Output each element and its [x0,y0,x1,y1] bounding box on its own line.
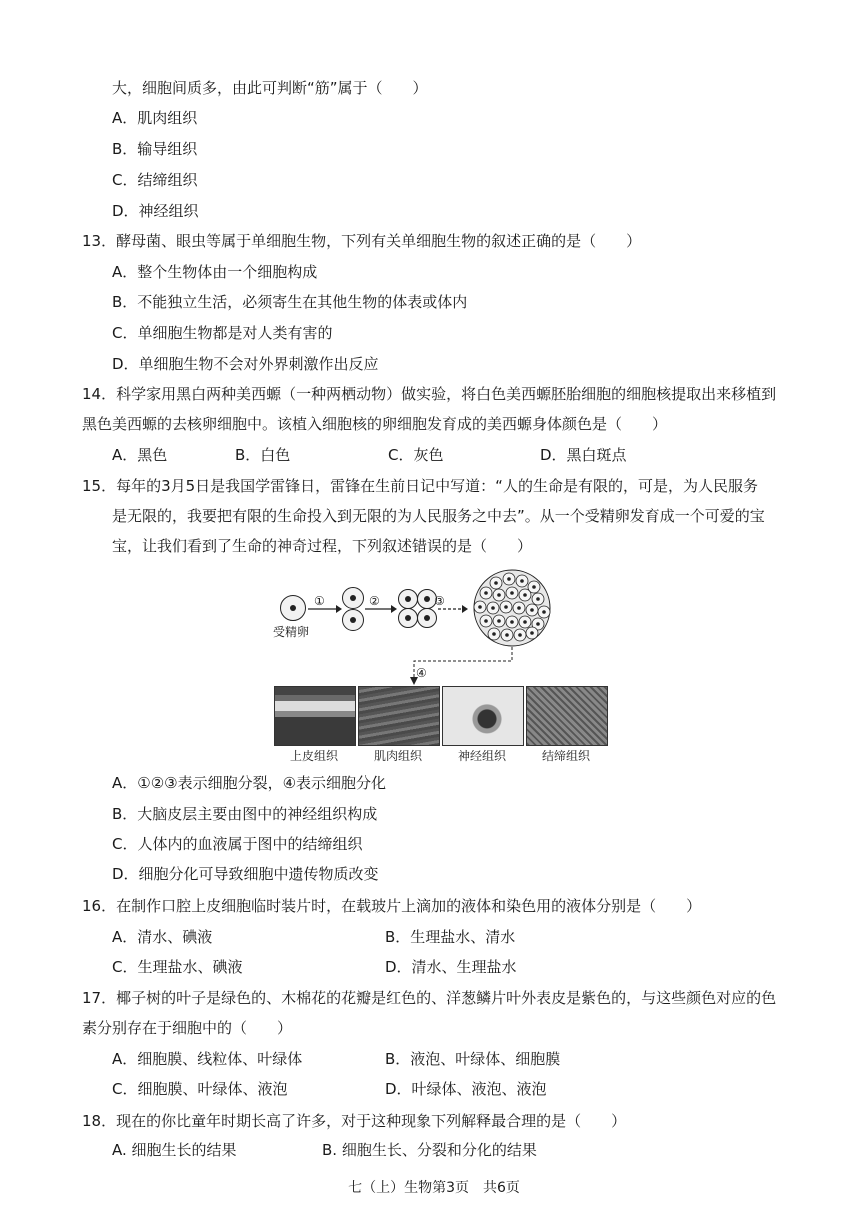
q13-option-b: B．不能独立生活，必须寄生在其他生物的体表或体内 [112,293,468,311]
step-1-label: ① [314,594,325,608]
fertilized-egg-label: 受精卵 [273,625,310,639]
connective-tissue-image [526,686,608,746]
q14-stem-line1: 14．科学家用黑白两种美西螈（一种两栖动物）做实验，将白色美西螈胚胎细胞的细胞核提取出来移植到 [82,385,777,403]
step-4-label: ④ [416,666,427,680]
arrow-2-icon [365,605,397,613]
four-cell-stage-4 [417,608,437,628]
q17-option-b: B．液泡、叶绿体、细胞膜 [385,1050,561,1068]
q15-option-d: D．细胞分化可导致细胞中遗传物质改变 [112,865,379,883]
q15-option-a: A．①②③表示细胞分裂，④表示细胞分化 [112,774,387,792]
q12-option-b: B．输导组织 [112,140,198,158]
four-cell-stage-1 [398,589,418,609]
q14-option-b: B．白色 [235,446,291,464]
q16-option-d: D．清水、生理盐水 [385,958,517,976]
arrow-1-icon [308,605,342,613]
q18-stem: 18．现在的你比童年时期长高了许多，对于这种现象下列解释最合理的是（ ） [82,1112,627,1130]
muscle-tissue-image [358,686,440,746]
q13-option-a: A．整个生物体由一个细胞构成 [112,263,318,281]
q17-option-d: D．叶绿体、液泡、液泡 [385,1080,547,1098]
q15-stem-line3: 宝，让我们看到了生命的神奇过程，下列叙述错误的是（ ） [112,537,533,555]
four-cell-stage-3 [398,608,418,628]
epithelial-tissue-image [274,686,356,746]
epithelial-tissue-label: 上皮组织 [289,749,338,763]
q16-option-c: C．生理盐水、碘液 [112,958,243,976]
two-cell-stage-top [342,587,364,609]
q13-option-c: C．单细胞生物都是对人类有害的 [112,324,333,342]
q12-stem: 大，细胞间质多，由此可判断“筋”属于（ ） [112,79,428,97]
q14-option-c: C．灰色 [388,446,444,464]
step-3-label: ③ [434,594,445,608]
step-2-label: ② [369,594,380,608]
q14-option-d: D．黑白斑点 [540,446,627,464]
cell-cluster-icon [466,567,558,649]
nerve-tissue-label: 神经组织 [457,749,506,763]
two-cell-stage-bottom [342,609,364,631]
q12-option-d: D．神经组织 [112,202,199,220]
q17-option-a: A．细胞膜、线粒体、叶绿体 [112,1050,303,1068]
q17-option-c: C．细胞膜、叶绿体、液泡 [112,1080,288,1098]
cell-development-figure [268,567,608,767]
q12-option-a: A．肌肉组织 [112,109,198,127]
q14-stem-line2: 黑色美西螈的去核卵细胞中。该植入细胞核的卵细胞发育成的美西螈身体颜色是（ ） [82,415,668,433]
q15-stem-line1: 15．每年的3月5日是我国学雷锋日，雷锋在生前日记中写道：“人的生命是有限的，可是，为人民服务 [82,477,758,495]
q17-stem-line1: 17．椰子树的叶子是绿色的、木棉花的花瓣是红色的、洋葱鳞片叶外表皮是紫色的，与这些颜色对应的色 [82,989,777,1007]
nerve-tissue-image [442,686,524,746]
q12-option-c: C．结缔组织 [112,171,198,189]
page-footer: 七（上）生物第3页 共6页 [348,1180,520,1196]
muscle-tissue-label: 肌肉组织 [373,749,422,763]
q13-option-d: D．单细胞生物不会对外界刺激作出反应 [112,355,379,373]
q14-option-a: A．黑色 [112,446,168,464]
connective-tissue-label: 结缔组织 [541,749,590,763]
q13-stem: 13．酵母菌、眼虫等属于单细胞生物，下列有关单细胞生物的叙述正确的是（ ） [82,232,642,250]
q15-option-c: C．人体内的血液属于图中的结缔组织 [112,835,363,853]
arrow-3-icon [438,605,468,613]
q15-stem-line2: 是无限的，我要把有限的生命投入到无限的为人民服务之中去”。从一个受精卵发育成一个可爱的宝 [112,507,765,525]
q16-option-a: A．清水、碘液 [112,928,213,946]
q15-option-b: B．大脑皮层主要由图中的神经组织构成 [112,805,378,823]
q18-option-a: A. 细胞生长的结果 [112,1141,237,1159]
q17-stem-line2: 素分别存在于细胞中的（ ） [82,1019,293,1037]
q16-option-b: B．生理盐水、清水 [385,928,516,946]
fertilized-egg-cell [280,595,306,621]
q16-stem: 16．在制作口腔上皮细胞临时装片时，在载玻片上滴加的液体和染色用的液体分别是（ ） [82,897,702,915]
q18-option-b: B. 细胞生长、分裂和分化的结果 [322,1141,537,1159]
